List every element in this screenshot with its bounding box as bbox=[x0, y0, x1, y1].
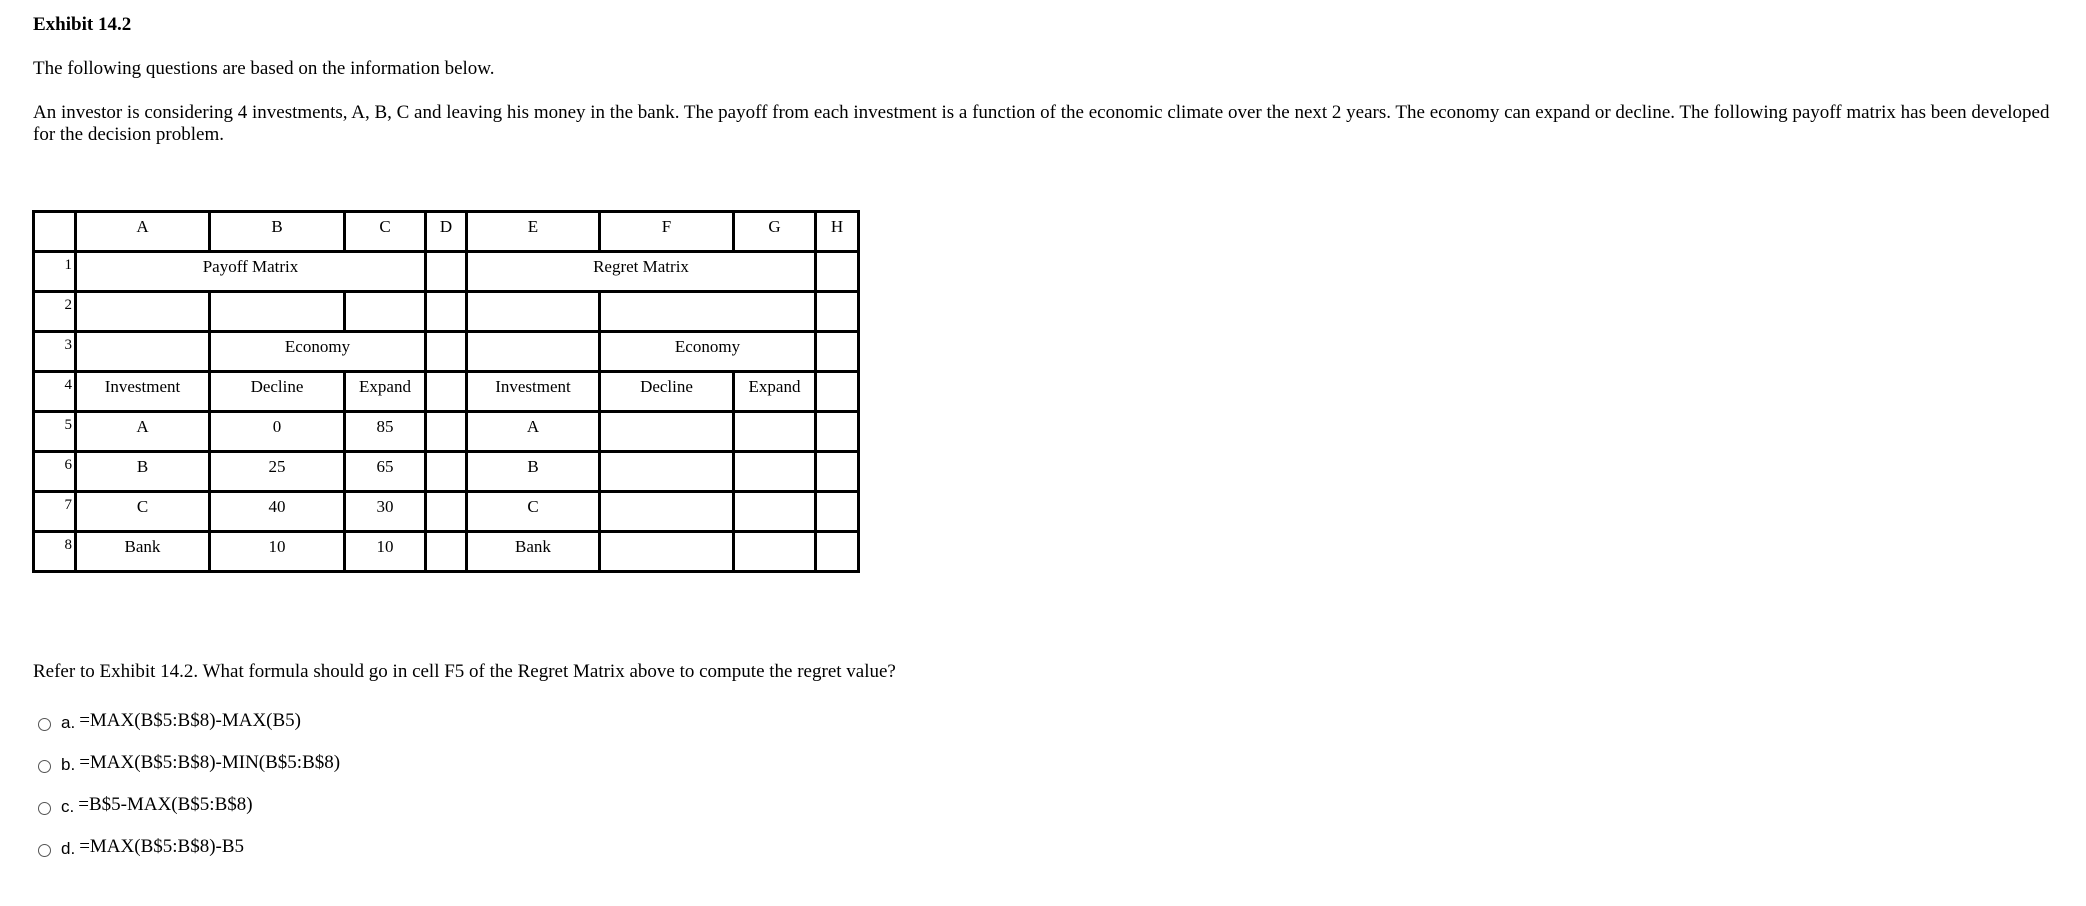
cell-d4 bbox=[426, 372, 467, 412]
column-header-b: B bbox=[210, 212, 345, 252]
cell-d8 bbox=[426, 532, 467, 572]
option-letter: d. bbox=[61, 839, 76, 858]
cell-h5 bbox=[816, 412, 859, 452]
sheet-row-3 bbox=[34, 332, 859, 372]
cell-b2 bbox=[210, 292, 345, 332]
exhibit-title: Exhibit 14.2 bbox=[33, 14, 132, 35]
regret-investment: Bank bbox=[467, 532, 600, 572]
cell-h3 bbox=[816, 332, 859, 372]
payoff-investment-header: Investment bbox=[76, 372, 210, 412]
radio-button[interactable] bbox=[38, 802, 51, 815]
option-letter: a. bbox=[61, 713, 76, 732]
cell-d2 bbox=[426, 292, 467, 332]
regret-investment: B bbox=[467, 452, 600, 492]
cell-c2 bbox=[345, 292, 426, 332]
option-letter: c. bbox=[61, 797, 75, 816]
payoff-expand-value: 30 bbox=[345, 492, 426, 532]
row-number: 2 bbox=[34, 292, 76, 332]
option-c[interactable] bbox=[38, 784, 340, 826]
column-header-e: E bbox=[467, 212, 600, 252]
row-number: 8 bbox=[34, 532, 76, 572]
column-header-d: D bbox=[426, 212, 467, 252]
cell-h2 bbox=[816, 292, 859, 332]
payoff-investment: Bank bbox=[76, 532, 210, 572]
sheet-row-2 bbox=[34, 292, 859, 332]
column-header-h: H bbox=[816, 212, 859, 252]
option-a[interactable] bbox=[38, 700, 340, 742]
row-number: 5 bbox=[34, 412, 76, 452]
payoff-expand-value: 85 bbox=[345, 412, 426, 452]
row-number: 6 bbox=[34, 452, 76, 492]
payoff-decline-value: 0 bbox=[210, 412, 345, 452]
sheet-row-7 bbox=[34, 492, 859, 532]
cell-f6 bbox=[600, 452, 734, 492]
option-b[interactable] bbox=[38, 742, 340, 784]
option-d[interactable] bbox=[38, 826, 340, 868]
option-text: =MAX(B$5:B$8)-MAX(B5) bbox=[79, 710, 302, 731]
cell-f2 bbox=[600, 292, 816, 332]
row-number: 3 bbox=[34, 332, 76, 372]
column-header-g: G bbox=[734, 212, 816, 252]
sheet-row-1 bbox=[34, 252, 859, 292]
cell-h1 bbox=[816, 252, 859, 292]
cell-f7 bbox=[600, 492, 734, 532]
row-number: 7 bbox=[34, 492, 76, 532]
radio-button[interactable] bbox=[38, 760, 51, 773]
cell-g8 bbox=[734, 532, 816, 572]
cell-a2 bbox=[76, 292, 210, 332]
cell-h4 bbox=[816, 372, 859, 412]
intro-text: The following questions are based on the information below. bbox=[33, 58, 495, 79]
payoff-expand-value: 10 bbox=[345, 532, 426, 572]
cell-g5 bbox=[734, 412, 816, 452]
cell-g6 bbox=[734, 452, 816, 492]
option-text: =MAX(B$5:B$8)-MIN(B$5:B$8) bbox=[79, 752, 341, 773]
payoff-decline-value: 25 bbox=[210, 452, 345, 492]
payoff-expand-header: Expand bbox=[345, 372, 426, 412]
regret-investment: A bbox=[467, 412, 600, 452]
payoff-matrix-title: Payoff Matrix bbox=[76, 252, 426, 292]
sheet-row-5 bbox=[34, 412, 859, 452]
sheet-row-6 bbox=[34, 452, 859, 492]
cell-h8 bbox=[816, 532, 859, 572]
cell-f8 bbox=[600, 532, 734, 572]
cell-d7 bbox=[426, 492, 467, 532]
sheet-row-8 bbox=[34, 532, 859, 572]
regret-investment: C bbox=[467, 492, 600, 532]
option-letter: b. bbox=[61, 755, 76, 774]
cell-h7 bbox=[816, 492, 859, 532]
cell-a3 bbox=[76, 332, 210, 372]
radio-button[interactable] bbox=[38, 844, 51, 857]
spreadsheet-table bbox=[32, 210, 860, 573]
radio-button[interactable] bbox=[38, 718, 51, 731]
regret-expand-header: Expand bbox=[734, 372, 816, 412]
column-header-c: C bbox=[345, 212, 426, 252]
payoff-decline-value: 10 bbox=[210, 532, 345, 572]
corner-cell bbox=[34, 212, 76, 252]
payoff-economy-label: Economy bbox=[210, 332, 426, 372]
question-text: Refer to Exhibit 14.2. What formula should go in cell F5 of the Regret Matrix above to compute the regret value? bbox=[33, 661, 896, 682]
cell-f5 bbox=[600, 412, 734, 452]
cell-d1 bbox=[426, 252, 467, 292]
payoff-expand-value: 65 bbox=[345, 452, 426, 492]
problem-description: An investor is considering 4 investments, A, B, C and leaving his money in the bank. The payoff from each investment is a function of the economic climate over the next 2 years. The economy can expand or decline. The following payoff matrix has been developed for the decision problem. bbox=[33, 102, 2050, 145]
cell-h6 bbox=[816, 452, 859, 492]
cell-e2 bbox=[467, 292, 600, 332]
column-header-row bbox=[34, 212, 859, 252]
option-text: =MAX(B$5:B$8)-B5 bbox=[79, 836, 245, 857]
column-header-a: A bbox=[76, 212, 210, 252]
regret-investment-header: Investment bbox=[467, 372, 600, 412]
sheet-row-4 bbox=[34, 372, 859, 412]
cell-d6 bbox=[426, 452, 467, 492]
payoff-decline-header: Decline bbox=[210, 372, 345, 412]
column-header-f: F bbox=[600, 212, 734, 252]
option-text: =B$5-MAX(B$5:B$8) bbox=[78, 794, 253, 815]
cell-g7 bbox=[734, 492, 816, 532]
cell-d3 bbox=[426, 332, 467, 372]
row-number: 4 bbox=[34, 372, 76, 412]
cell-e3 bbox=[467, 332, 600, 372]
payoff-investment: A bbox=[76, 412, 210, 452]
answer-options bbox=[38, 700, 340, 868]
regret-matrix-title: Regret Matrix bbox=[467, 252, 816, 292]
payoff-investment: C bbox=[76, 492, 210, 532]
cell-d5 bbox=[426, 412, 467, 452]
payoff-investment: B bbox=[76, 452, 210, 492]
row-number: 1 bbox=[34, 252, 76, 292]
payoff-decline-value: 40 bbox=[210, 492, 345, 532]
regret-economy-label: Economy bbox=[600, 332, 816, 372]
regret-decline-header: Decline bbox=[600, 372, 734, 412]
